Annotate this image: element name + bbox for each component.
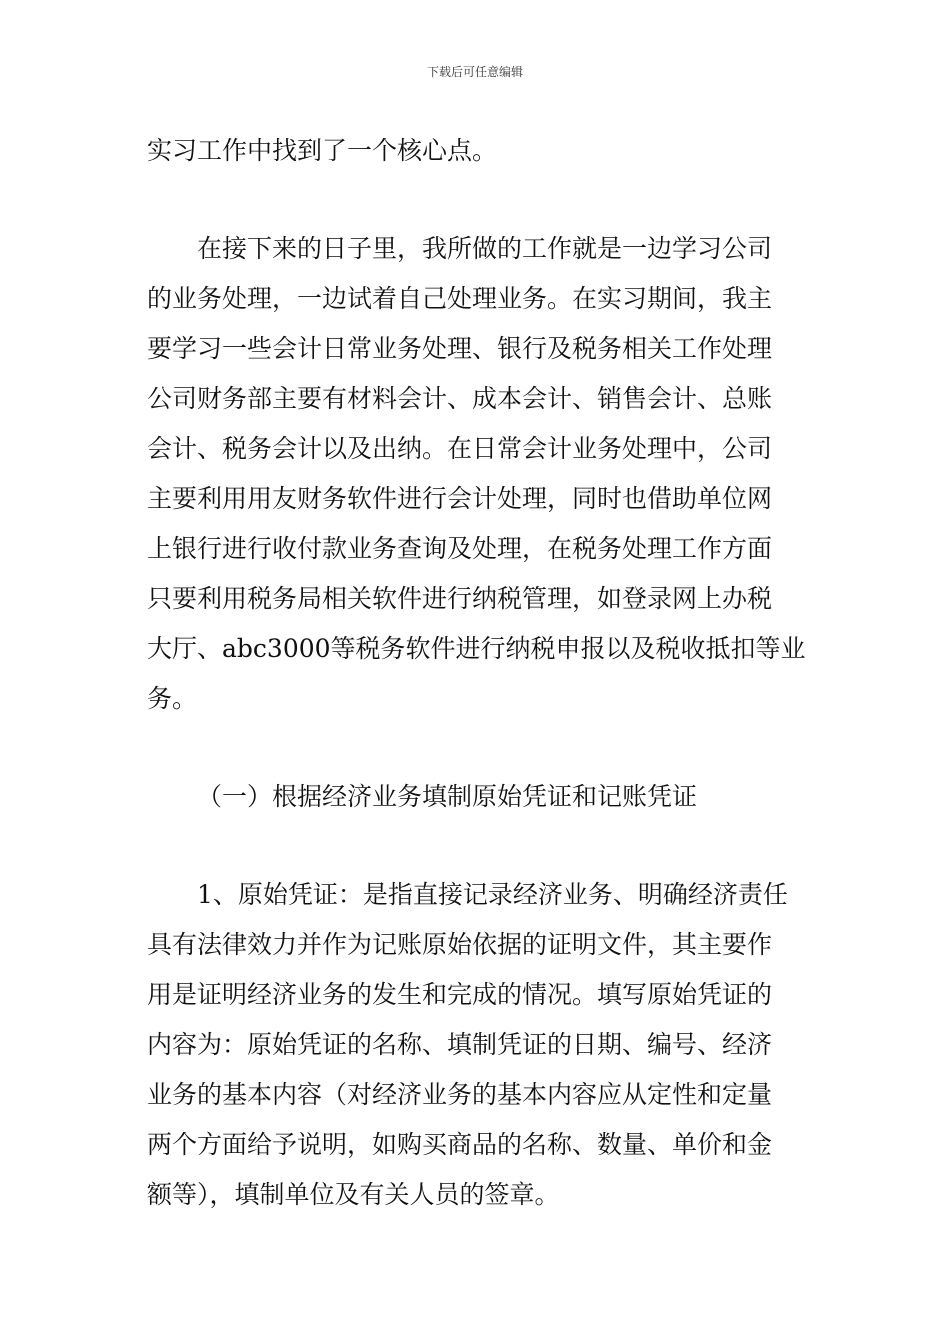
text-line: 要学习一些会计日常业务处理、银行及税务相关工作处理 xyxy=(147,334,773,363)
text-line: 实习工作中找到了一个核心点。 xyxy=(147,136,498,165)
text-line: 主要利用用友财务软件进行会计处理，同时也借助单位网 xyxy=(147,484,773,513)
page-header: 下载后可任意编辑 xyxy=(426,65,523,79)
paragraph-first-line: 1、原始凭证：是指直接记录经济业务、明确经济责任 xyxy=(197,880,788,909)
text-line: 会计、税务会计以及出纳。在日常会计业务处理中，公司 xyxy=(147,434,773,463)
text-line: 的业务处理，一边试着自己处理业务。在实习期间，我主 xyxy=(147,284,773,313)
text-line: 内容为：原始凭证的名称、填制凭证的日期、编号、经济 xyxy=(147,1030,773,1059)
text-line: 两个方面给予说明，如购买商品的名称、数量、单价和金 xyxy=(147,1130,773,1159)
text-line: 只要利用税务局相关软件进行纳税管理，如登录网上办税 xyxy=(147,584,773,613)
paragraph-first-line: 在接下来的日子里，我所做的工作就是一边学习公司 xyxy=(197,234,773,263)
section-heading: （一）根据经济业务填制原始凭证和记账凭证 xyxy=(197,782,698,811)
text-line: 业务的基本内容（对经济业务的基本内容应从定性和定量 xyxy=(147,1080,773,1109)
text-line: 务。 xyxy=(147,684,198,713)
text-line: 具有法律效力并作为记账原始依据的证明文件，其主要作 xyxy=(147,930,773,959)
text-line: 大厅、abc3000等税务软件进行纳税申报以及税收抵扣等业 xyxy=(147,634,806,663)
text-line: 公司财务部主要有材料会计、成本会计、销售会计、总账 xyxy=(147,384,773,413)
text-line: 上银行进行收付款业务查询及处理，在税务处理工作方面 xyxy=(147,534,773,563)
text-line: 用是证明经济业务的发生和完成的情况。填写原始凭证的 xyxy=(147,980,773,1009)
text-line: 额等），填制单位及有关人员的签章。 xyxy=(147,1180,560,1209)
